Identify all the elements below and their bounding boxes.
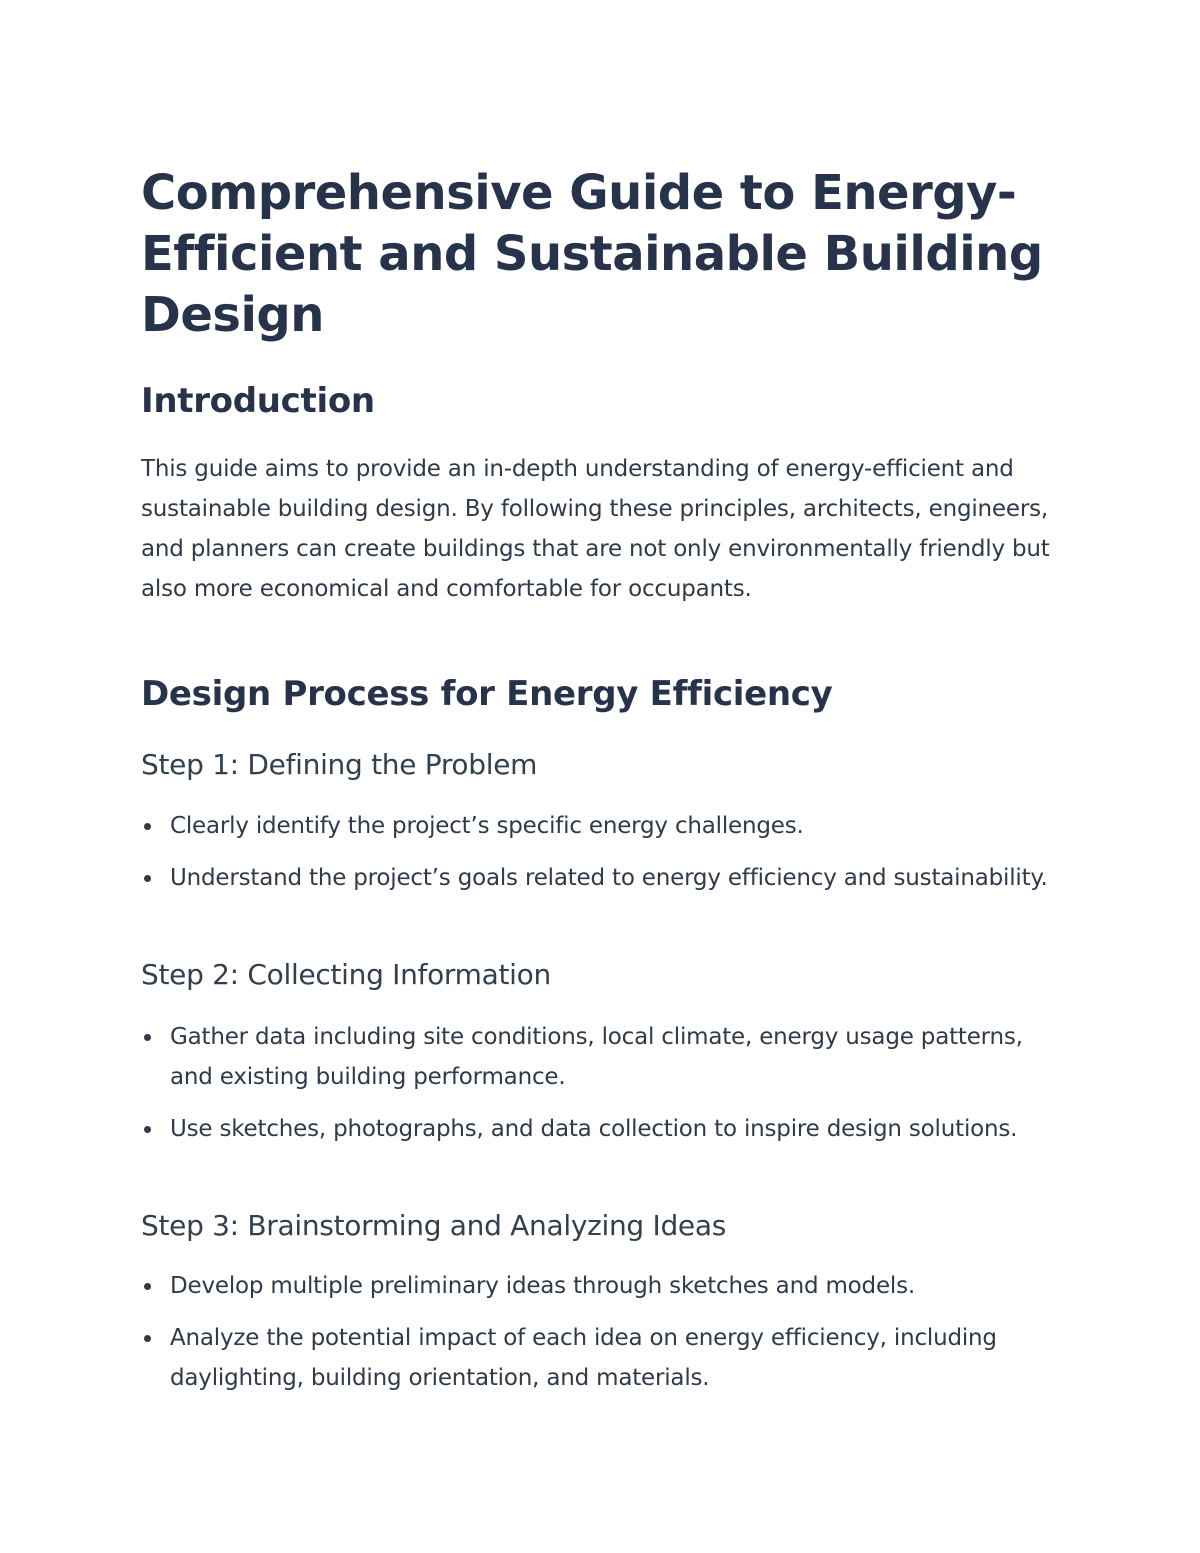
list-item: [141, 1017, 1071, 1097]
step-2-bullet-list: [141, 1017, 1071, 1161]
list-item-text: Use sketches, photographs, and data collection to inspire design solutions.: [170, 1116, 1018, 1142]
list-item: [141, 806, 1071, 846]
step-2-heading: Step 2: Collecting Information: [141, 958, 551, 991]
list-item-text: Analyze the potential impact of each idea on energy efficiency, including daylighting, building orientation, and materials.: [170, 1325, 997, 1391]
bullet-icon: [144, 1283, 151, 1290]
list-item: [141, 1109, 1071, 1149]
design-process-heading: Design Process for Energy Efficiency: [141, 674, 833, 714]
bullet-icon: [144, 823, 151, 830]
introduction-paragraph: This guide aims to provide an in-depth understanding of energy-efficient and sustainable building design. By following these principles, architects, engineers, and planners can create buildings that are not only environmentally friendly but also more economical and comfortable for occupants.: [141, 456, 1050, 602]
list-item: [141, 858, 1071, 898]
introduction-heading: Introduction: [141, 381, 375, 421]
bullet-icon: [144, 875, 151, 882]
list-item: [141, 1318, 1071, 1398]
bullet-icon: [144, 1034, 151, 1041]
step-1-bullet-list: [141, 806, 1071, 910]
bullet-icon: [144, 1335, 151, 1342]
bullet-icon: [144, 1126, 151, 1133]
step-1-heading: Step 1: Defining the Problem: [141, 748, 538, 781]
list-item-text: Understand the project’s goals related to energy efficiency and sustainability.: [170, 865, 1048, 891]
list-item-text: Gather data including site conditions, local climate, energy usage patterns, and existing building performance.: [170, 1024, 1023, 1090]
list-item-text: Clearly identify the project’s specific energy challenges.: [170, 813, 804, 839]
step-3-bullet-list: [141, 1266, 1071, 1410]
list-item-text: Develop multiple preliminary ideas through sketches and models.: [170, 1273, 915, 1299]
step-3-heading: Step 3: Brainstorming and Analyzing Ideas: [141, 1209, 726, 1242]
document-title: Comprehensive Guide to Energy-Efficient and Sustainable Building Design: [141, 165, 1043, 343]
list-item: [141, 1266, 1071, 1306]
